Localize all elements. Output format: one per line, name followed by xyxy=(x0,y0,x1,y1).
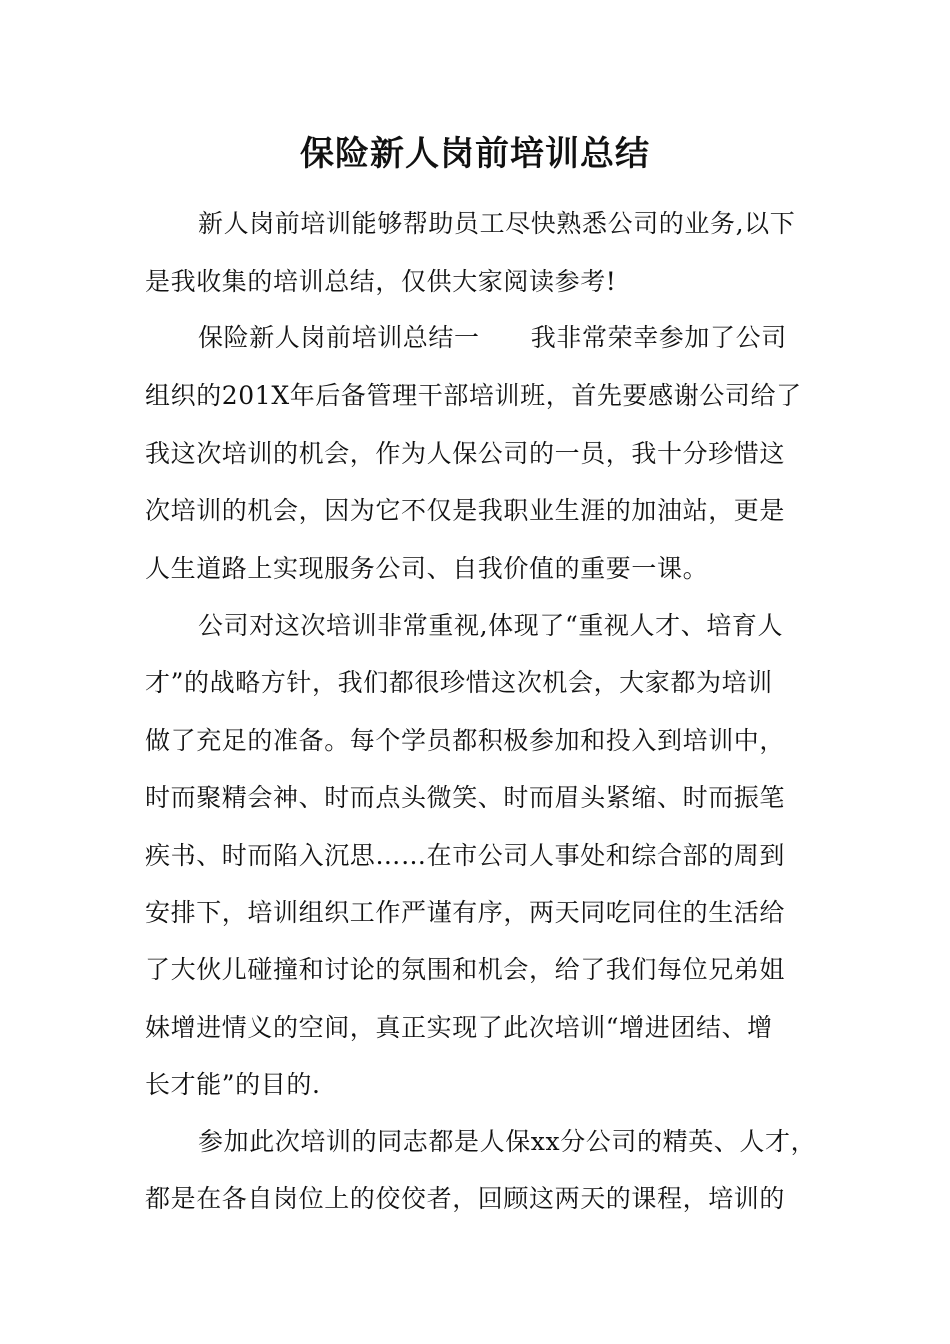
paragraph-line: 次培训的机会，因为它不仅是我职业生涯的加油站，更是 xyxy=(145,496,786,525)
paragraph-line: 组织的201X年后备管理干部培训班，首先要感谢公司给了 xyxy=(145,381,802,410)
paragraph-line: 长才能”的目的. xyxy=(145,1070,321,1099)
paragraph-line: 疾书、时而陷入沉思……在市公司人事处和综合部的周到 xyxy=(145,841,786,870)
paragraph-line: 新人岗前培训能够帮助员工尽快熟悉公司的业务,以下 xyxy=(198,209,796,238)
paragraph-line: 公司对这次培训非常重视,体现了“重视人才、培育人 xyxy=(198,611,784,640)
paragraph-line: 妹增进情义的空间，真正实现了此次培训“增进团结、增 xyxy=(145,1013,773,1042)
paragraph-line: 安排下，培训组织工作严谨有序，两天同吃同住的生活给 xyxy=(145,898,786,927)
paragraph-line: 才”的战略方针，我们都很珍惜这次机会，大家都为培训 xyxy=(145,668,773,697)
paragraph-line: 时而聚精会神、时而点头微笑、时而眉头紧缩、时而振笔 xyxy=(145,783,786,812)
paragraph-line: 做了充足的准备。每个学员都积极参加和投入到培训中， xyxy=(145,726,786,755)
paragraph-line: 人生道路上实现服务公司、自我价值的重要一课。 xyxy=(145,554,709,583)
paragraph-line: 都是在各自岗位上的佼佼者，回顾这两天的课程，培训的 xyxy=(145,1184,786,1213)
paragraph-line: 参加此次培训的同志都是人保xx分公司的精英、人才， xyxy=(198,1127,817,1156)
paragraph-line: 保险新人岗前培训总结一 我非常荣幸参加了公司 xyxy=(198,323,787,352)
paragraph-line: 是我收集的培训总结，仅供大家阅读参考! xyxy=(145,267,617,296)
paragraph-line: 了大伙儿碰撞和讨论的氛围和机会，给了我们每位兄弟姐 xyxy=(145,955,786,984)
paragraph-line: 我这次培训的机会，作为人保公司的一员，我十分珍惜这 xyxy=(145,439,786,468)
document-title: 保险新人岗前培训总结 xyxy=(300,134,650,174)
